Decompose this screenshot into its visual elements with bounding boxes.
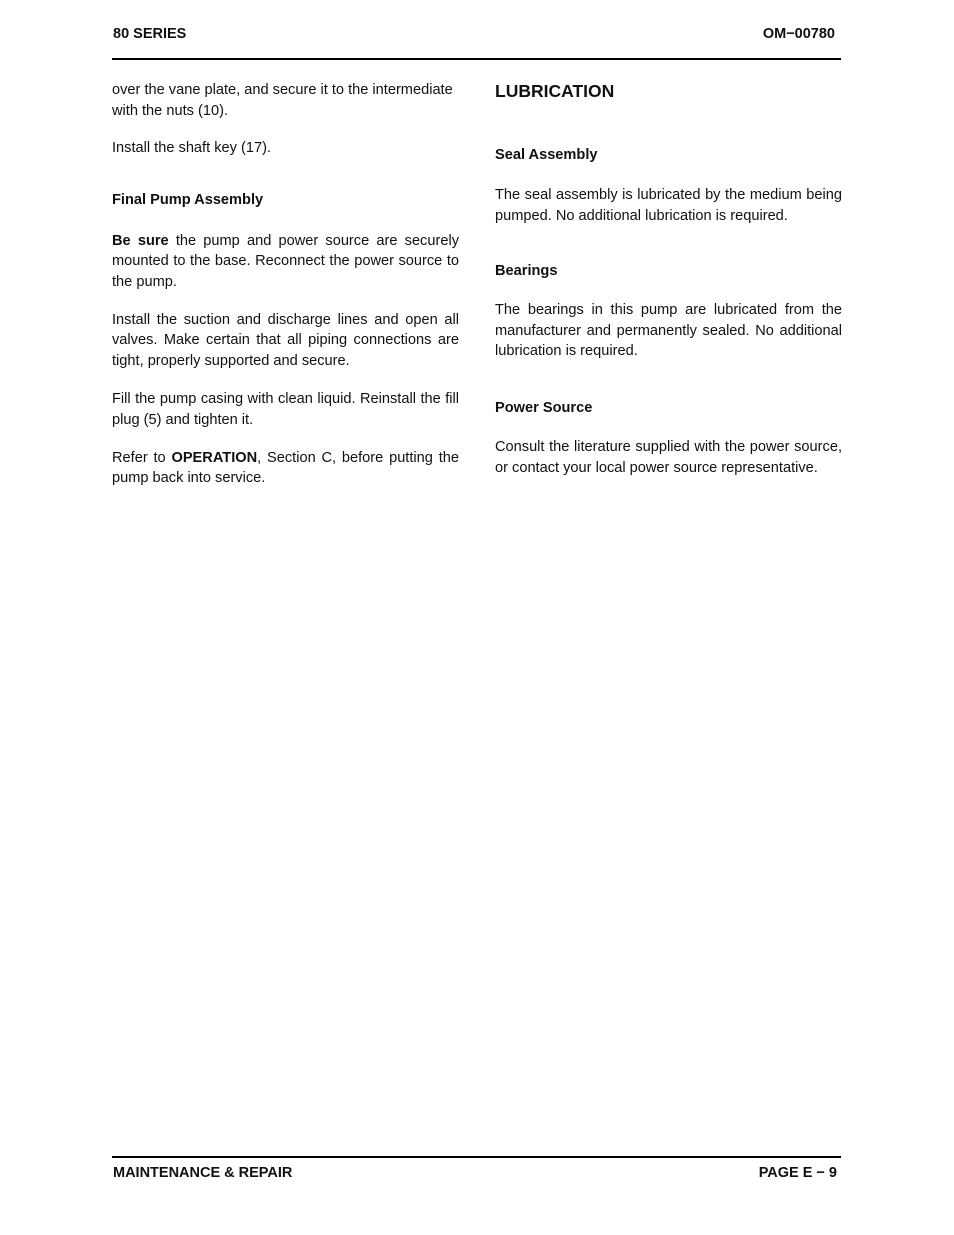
paragraph-vane-plate: over the vane plate, and secure it to the intermediate with the nuts (10).: [112, 82, 453, 119]
paragraph-suction-discharge: Install the suction and discharge lines and open all valves. Make certain that all piping connections are tight, properly supported and secure.: [112, 311, 459, 369]
section-heading-seal-assembly: Seal Assembly: [495, 147, 598, 163]
paragraph-be-sure: [112, 231, 459, 293]
footer-rule: [112, 1156, 841, 1158]
paragraph-shaft-key: Install the shaft key (17).: [112, 140, 271, 157]
refer-post: , Section C, before putting the pump back into service.: [112, 449, 459, 487]
paragraph-bearings: The bearings in this pump are lubricated from the manufacturer and permanently sealed. No additional lubrication is required.: [495, 302, 842, 360]
page-footer: [112, 1165, 840, 1185]
paragraph-seal-assembly: The seal assembly is lubricated by the medium being pumped. No additional lubrication is required.: [495, 187, 842, 224]
page-header: [112, 26, 840, 46]
header-series: 80 SERIES: [113, 26, 187, 42]
footer-section-name: MAINTENANCE & REPAIR: [113, 1165, 293, 1181]
section-title-lubrication: LUBRICATION: [495, 81, 615, 101]
header-rule: [112, 58, 841, 60]
header-document-number: OM−00780: [762, 26, 835, 42]
section-heading-final-pump-assembly: Final Pump Assembly: [112, 191, 264, 208]
paragraph-refer-operation: [112, 448, 459, 489]
operation-reference: OPERATION: [171, 449, 258, 466]
paragraph-power-source: Consult the literature supplied with the power source, or contact your local power source representative.: [495, 438, 842, 476]
be-sure-emphasis: Be sure: [112, 232, 169, 249]
refer-pre: Refer to: [112, 449, 172, 466]
footer-page-number: PAGE E − 9: [758, 1165, 837, 1181]
section-heading-bearings: Bearings: [495, 263, 558, 280]
paragraph-fill-casing: Fill the pump casing with clean liquid. Reinstall the fill plug (5) and tighten it.: [112, 391, 459, 428]
be-sure-text: the pump and power source are securely mounted to the base. Reconnect the power source to the pump.: [112, 232, 459, 290]
left-column: [112, 80, 459, 489]
section-heading-power-source: Power Source: [495, 399, 593, 416]
right-column: [495, 80, 842, 478]
